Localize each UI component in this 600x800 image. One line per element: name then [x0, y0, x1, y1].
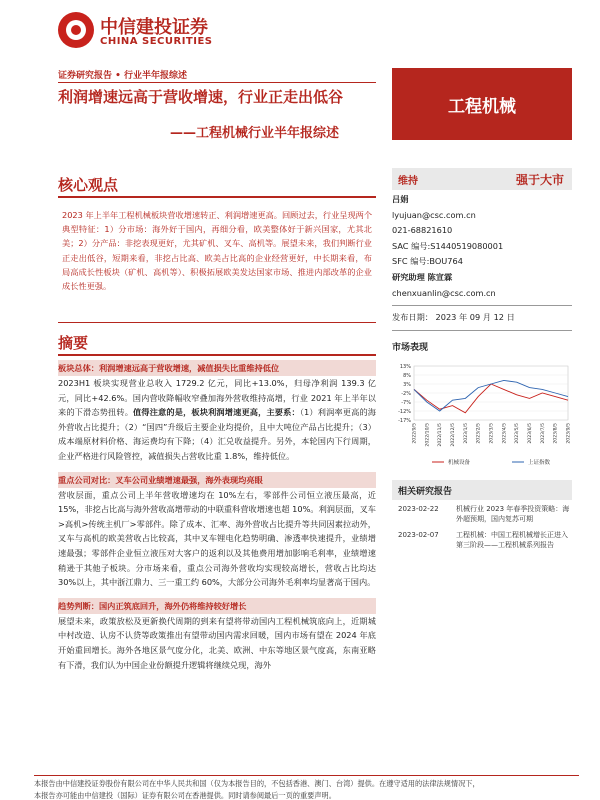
y-tick-label: -7% [401, 400, 411, 406]
logo-chinese-name: 中信建投证券 [100, 17, 208, 38]
y-tick-label: -12% [398, 409, 411, 415]
legend-label: 上证指数 [528, 460, 551, 466]
title-divider [58, 82, 376, 83]
related-heading: 相关研究报告 [392, 480, 572, 500]
rating-value: 强于大市 [515, 173, 564, 187]
summary-divider [58, 354, 376, 356]
related-row[interactable] [392, 530, 572, 550]
summary-p1-bold: 值得注意的是，板块利润增速更高，主要系： [133, 407, 300, 418]
summary-p1-text-b: （1）利润率更高的海外营收占比提升；（2）“国四”升级后主要企业均提价，且中大吨位产品占比提升；（3）成本端原材料价格、海运费均有下降；（4）汇兑收益提升。另外，本轮国内下行周期，企业严格进行风险管控，减值损失占营收比重 1.8%，维持低位。 [58, 407, 376, 461]
sector-label: 工程机械 [392, 68, 572, 140]
x-tick-label: 2023/7/5 [540, 423, 546, 444]
related-list [392, 504, 572, 550]
disclaimer-line-1: 本报告由中信建投证券股份有限公司在中华人民共和国（仅为本报告目的，不包括香港、澳门、台湾）提供。在遵守适用的法律法规情况下， [34, 779, 480, 788]
publish-date: 发布日期： 2023 年 09 月 12 日 [392, 312, 515, 322]
summary-p3: 展望未来，政策放松及更新换代周期的到来有望将带动国内工程机械筑底向上，近期城中村改造、认房不认贷等政策推出有望带动国内需求回暖，国内市场有望在 2024 年底开始重回增长。海外各地区景气度分化，北美、欧洲、中东等地区景气度高，东南亚略有下滑，我们认为中国企业份额提升逻辑将继续兑现，海外 [58, 615, 376, 670]
analyst-divider [392, 305, 572, 306]
report-title: 利润增速远高于营收增速，行业正走出低谷 [58, 88, 344, 106]
chart-title: 市场表现 [392, 343, 429, 353]
report-category: 证券研究报告 • 行业半年报综述 [58, 71, 188, 81]
legend-label: 机械设备 [448, 460, 471, 466]
summary-p2-heading: 重点公司对比：叉车公司业绩增速最强，海外表现均亮眼 [58, 472, 376, 488]
x-tick-label: 2023/8/5 [553, 423, 559, 444]
core-text: 2023 年上半年工程机械板块营收增速转正、利润增速更高。回顾过去，行业呈现两个典型特征：1）分市场：海外好于国内，再细分看，欧美整体好于新兴国家，尤其北美；2）分产品：非挖表现更好，尤其矿机、叉车、高机等。展望未来，我们判断行业正走出低谷，短期来看，非挖占比高、欧美占比高的企业经营更好，中长期来看，布局高成长性板块（矿机、高机等）、积极拓展欧美发达国家市场、推进内部改革的企业成长性更强。 [62, 210, 373, 292]
related-date: 2023-02-07 [398, 531, 439, 539]
summary-p3-heading: 趋势判断：国内正筑底回升，海外仍将维持较好增长 [58, 598, 376, 614]
y-tick-label: 13% [399, 364, 411, 370]
disclaimer-footer [34, 775, 579, 800]
summary-heading: 摘要 [58, 334, 89, 352]
research-assistant: 研究助理 陈宣霖 [392, 271, 453, 282]
x-tick-label: 2022/9/5 [412, 423, 418, 444]
core-heading: 核心观点 [58, 176, 119, 194]
related-title: 机械行业 2023 年春季投资策略：海外超预期，国内复苏可期 [456, 505, 570, 523]
related-title: 工程机械：中国工程机械增长正进入第三阶段——工程机械系列报告 [456, 531, 568, 549]
summary-p1-heading: 板块总体：利润增速远高于营收增速，减值损失比重维持低位 [58, 360, 376, 376]
x-tick-label: 2023/4/5 [502, 423, 508, 444]
x-tick-label: 2023/2/5 [476, 423, 482, 444]
y-tick-label: -2% [401, 391, 411, 397]
summary-p2: 营收层面，重点公司上半年营收增速均在 10%左右，零部件公司恒立液压最高，近 15%，非挖占比高与海外营收高增带动的中联重科营收增速也超 10%。利润层面，叉车>高机>传统主机厂>零部件。除了成本、汇率、海外营收占比提升等共同因素拉动外，叉车与高机的欧美营收占比较高，其中叉车锂电化趋势明确、渗透率快速提升，业绩增速最强；零部件企业恒立液压对大客户的返利以及其他费用增加影响毛利率，业绩增速稍逊于其他子板块。分市场来看，重点公司海外营收均实现较高增长，营收占比均达 30%以上，其中浙江鼎力、三一重工约 60%，大部分公司海外毛利率均显著高于国内。 [58, 489, 376, 588]
y-tick-label: -17% [398, 418, 411, 424]
y-tick-label: 8% [403, 373, 411, 379]
x-tick-label: 2022/10/5 [425, 423, 431, 447]
x-tick-label: 2023/1/5 [463, 423, 469, 444]
related-row[interactable] [392, 504, 572, 524]
x-tick-label: 2023/9/5 [566, 423, 572, 444]
analyst-sac: SAC 编号:S1440519080001 [392, 240, 504, 251]
rating-bar [392, 168, 572, 190]
core-divider [58, 196, 376, 198]
series-line-1 [414, 384, 568, 413]
x-tick-label: 2022/12/5 [451, 423, 456, 447]
logo-mark-icon [58, 12, 94, 48]
rating-action: 维持 [398, 176, 418, 187]
summary-p1-text-a: 2023H1 板块实现营业总收入 1729.2 亿元，同比+13.0%，归母净利润 139.3 亿元，同比+42.6%。国内营收降幅收窄叠加海外营收维持高增，行业 2021 年上半年以来的下滑态势扭转。 [58, 378, 376, 418]
analyst-email: lyujuan@csc.com.cn [392, 209, 476, 220]
x-tick-label: 2023/5/5 [515, 423, 521, 444]
x-tick-label: 2023/3/5 [489, 423, 495, 444]
analyst-phone: 021-68821610 [392, 225, 453, 236]
y-tick-label: 3% [403, 382, 411, 388]
disclaimer-line-2: 本报告亦可能由中信建投（国际）证券有限公司在香港提供。同时请参阅最后一页的重要声明。 [34, 791, 336, 800]
date-divider [392, 330, 572, 331]
summary-body [58, 360, 376, 672]
analyst-sfc: SFC 编号:BOU764 [392, 256, 463, 267]
x-tick-label: 2022/11/5 [438, 423, 444, 447]
logo-english-name: CHINA SECURITIES [100, 36, 213, 47]
report-subtitle: ——工程机械行业半年报综述 [170, 126, 340, 141]
company-logo [58, 12, 228, 52]
summary-p1 [58, 376, 376, 464]
assistant-email: chenxuanlin@csc.com.cn [392, 287, 496, 298]
market-performance-chart [392, 358, 572, 473]
related-date: 2023-02-22 [398, 505, 439, 513]
analyst-info [392, 192, 503, 301]
core-bottom-divider [58, 322, 376, 323]
x-tick-label: 2023/6/5 [528, 423, 533, 444]
analyst-name: 吕娟 [392, 194, 409, 204]
series-line-2 [414, 380, 568, 411]
